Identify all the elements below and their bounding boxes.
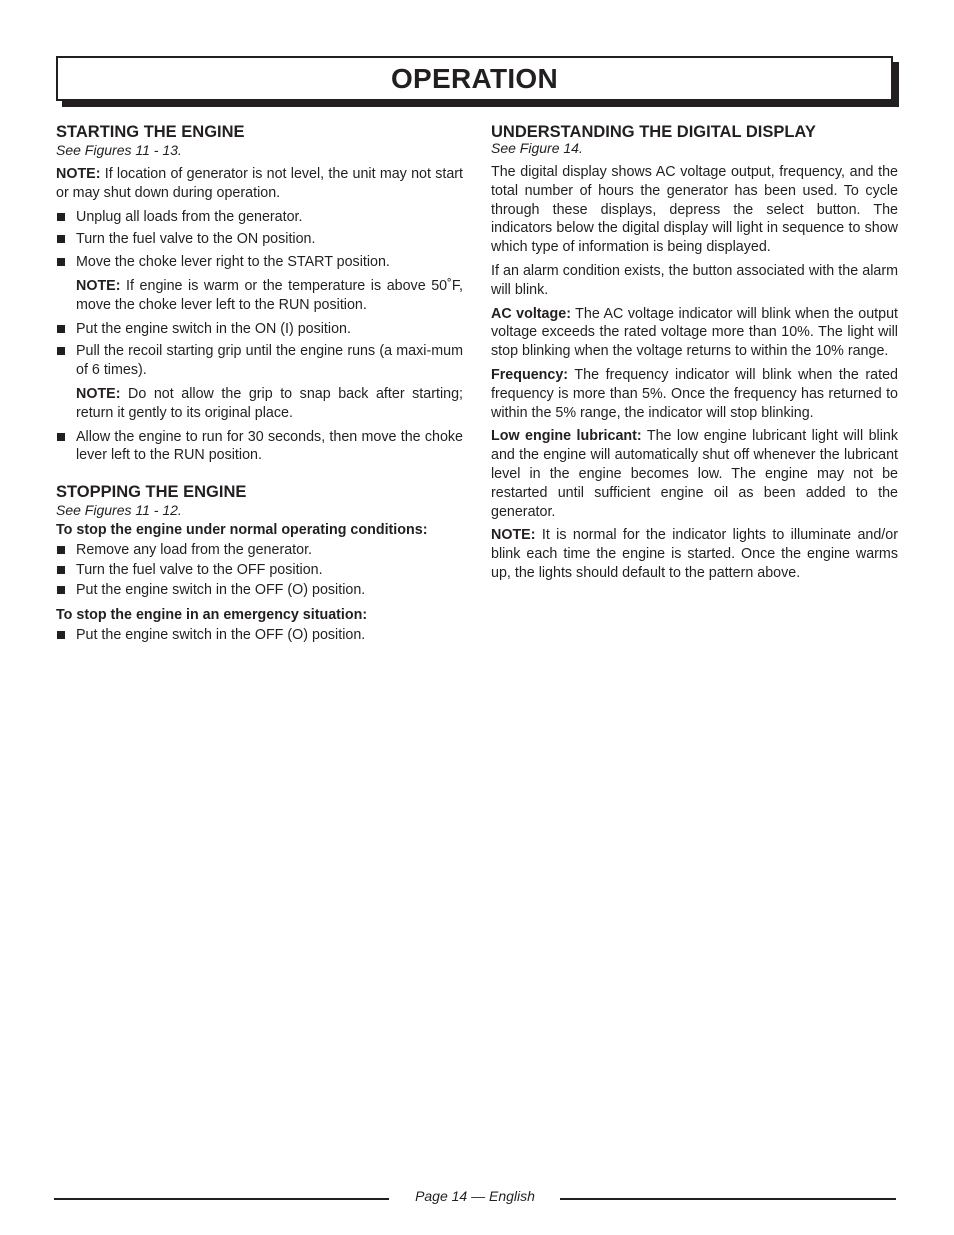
display-note: NOTE: It is normal for the indicator lights to illuminate and/or blink each time the engine is started. Once the engine warms up, the lights should default to the pattern above.	[491, 527, 898, 581]
frequency-paragraph: Frequency: The frequency indicator will blink when the rated frequency is more than 5%. Once the frequency has returned to within the 5% range, the indicator will stop blinking.	[491, 366, 898, 421]
emergency-stop-label: To stop the engine in an emergency situation:	[56, 606, 368, 623]
choke-note: NOTE: If engine is warm or the temperature is above 50˚F, move the choke lever left to the RUN position.	[76, 277, 463, 313]
bullet-square-icon	[57, 546, 65, 554]
list-item: Put the engine switch in the OFF (O) position.	[56, 581, 463, 600]
starting-figure-ref: See Figures 11 - 13.	[56, 142, 182, 158]
footer-rule-right	[560, 1198, 896, 1200]
starting-steps-1	[56, 208, 463, 272]
grip-note: NOTE: Do not allow the grip to snap back after starting; return it gently to its original place.	[76, 385, 463, 421]
bullet-square-icon	[57, 433, 65, 441]
bullet-square-icon	[57, 258, 65, 266]
bullet-square-icon	[57, 235, 65, 243]
bullet-square-icon	[57, 325, 65, 333]
list-item: Remove any load from the generator.	[56, 541, 463, 560]
bullet-square-icon	[57, 566, 65, 574]
display-heading: UNDERSTANDING THE DIGITAL DISPLAY	[491, 123, 816, 141]
page-title: OPERATION	[390, 62, 559, 94]
display-figure-ref: See Figure 14.	[491, 140, 583, 156]
starting-heading: STARTING THE ENGINE	[56, 123, 245, 141]
starting-note: NOTE: If location of generator is not level, the unit may not start or may shut down during operation.	[56, 166, 463, 201]
list-item: Turn the fuel valve to the ON position.	[56, 230, 463, 249]
list-item: Pull the recoil starting grip until the engine runs (a maxi-mum of 6 times).	[56, 342, 463, 380]
alarm-paragraph: If an alarm condition exists, the button associated with the alarm will blink.	[491, 262, 898, 298]
bullet-square-icon	[57, 213, 65, 221]
bullet-square-icon	[57, 347, 65, 355]
starting-steps-3	[56, 428, 463, 466]
right-column	[491, 122, 898, 588]
stopping-figure-ref: See Figures 11 - 12.	[56, 502, 182, 519]
emergency-stop-steps	[56, 626, 463, 645]
starting-steps-2	[56, 320, 463, 380]
list-item: Allow the engine to run for 30 seconds, then move the choke lever left to the RUN position.	[56, 428, 463, 466]
ac-voltage-paragraph: AC voltage: The AC voltage indicator will blink when the output voltage exceeds the rated voltage more than 10%. The light will stop blinking when the voltage returns to within the 10% range.	[491, 305, 898, 360]
list-item: Turn the fuel valve to the OFF position.	[56, 561, 463, 580]
list-item: Unplug all loads from the generator.	[56, 208, 463, 227]
stopping-heading: STOPPING THE ENGINE	[56, 483, 247, 502]
bullet-square-icon	[57, 586, 65, 594]
lubricant-paragraph: Low engine lubricant: The low engine lubricant light will blink and the engine will automatically shut off whenever the lubricant level in the engine becomes low. The engine may not be restarted until sufficient engine oil as been added to the generator.	[491, 428, 898, 520]
display-intro: The digital display shows AC voltage output, frequency, and the total number of hours the generator has been used. To cycle through these displays, depress the select button. The indicators below the digital display will light in sequence to show which type of information is being displayed.	[491, 164, 898, 256]
normal-stop-label: To stop the engine under normal operating conditions:	[56, 522, 428, 539]
page-number: Page 14 — English	[415, 1188, 535, 1204]
normal-stop-steps	[56, 541, 463, 600]
list-item: Put the engine switch in the ON (I) position.	[56, 320, 463, 339]
bullet-square-icon	[57, 631, 65, 639]
left-column	[56, 122, 463, 649]
section-banner	[56, 56, 893, 101]
list-item: Put the engine switch in the OFF (O) position.	[56, 626, 463, 645]
footer-rule-left	[54, 1198, 389, 1200]
list-item: Move the choke lever right to the START position.	[56, 253, 463, 272]
